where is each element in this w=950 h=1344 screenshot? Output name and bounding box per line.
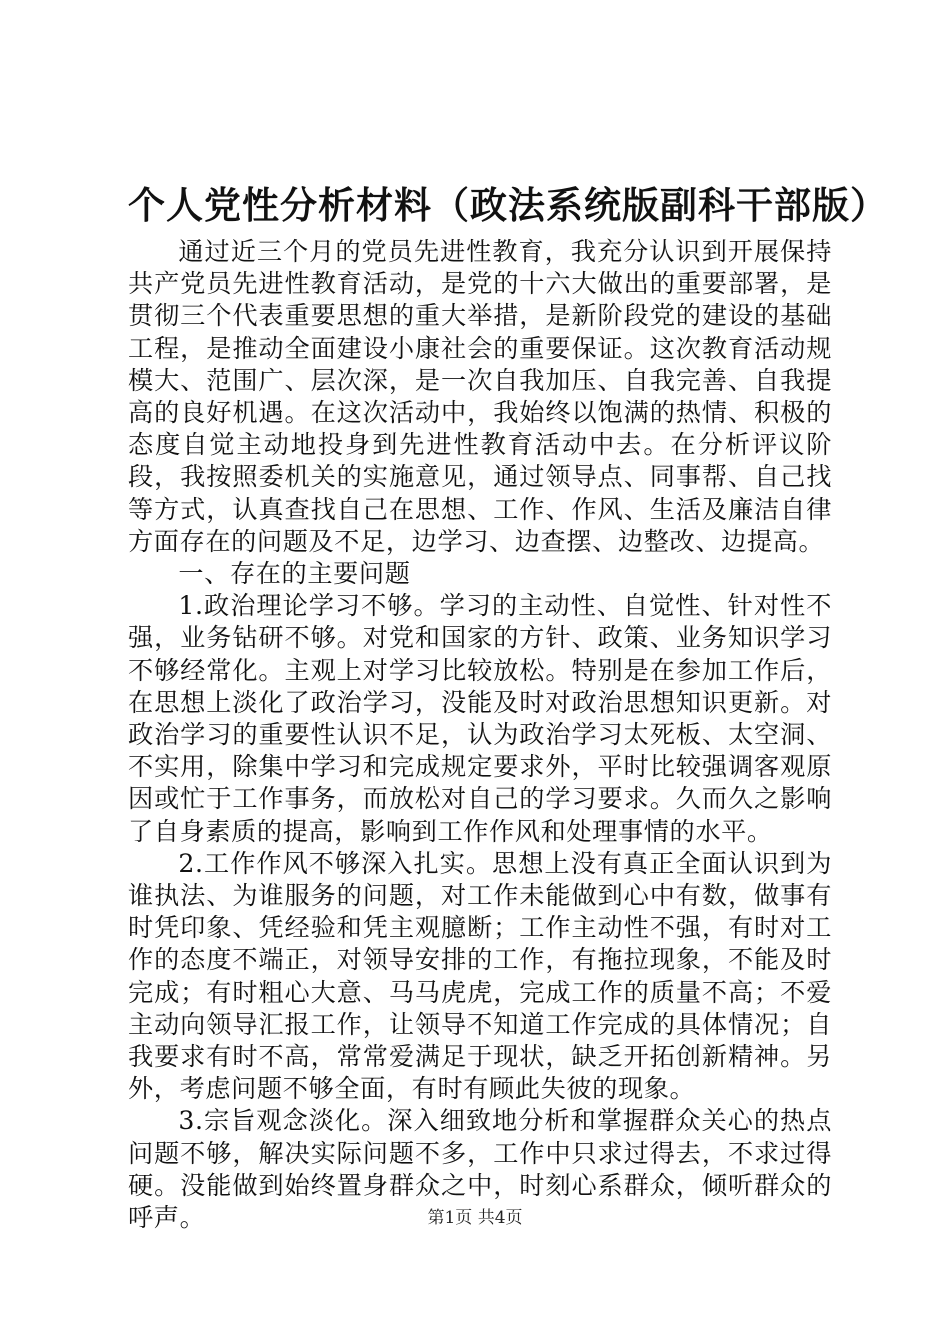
paragraph-item-2: 2.工作作风不够深入扎实。思想上没有真正全面认识到为谁执法、为谁服务的问题，对工作未能做到心中有数，做事有时凭印象、凭经验和凭主观臆断；工作主动性不强，有时对工作的态度不端正，对领导安排的工作，有拖拉现象，不能及时完成；有时粗心大意、马马虎虎，完成工作的质量不高；不爱主动向领导汇报工作，让领导不知道工作完成的具体情况；自我要求有时不高，常常爱满足于现状，缺乏开拓创新精神。另外，考虑问题不够全面，有时有顾此失彼的现象。 [128, 848, 832, 1104]
paragraph-item-1: 1.政治理论学习不够。学习的主动性、自觉性、针对性不强，业务钻研不够。对党和国家的方针、政策、业务知识学习不够经常化。主观上对学习比较放松。特别是在参加工作后，在思想上淡化了政治学习，没能及时对政治思想知识更新。对政治学习的重要性认识不足，认为政治学习太死板、太空洞、不实用，除集中学习和完成规定要求外，平时比较强调客观原因或忙于工作事务，而放松对自己的学习要求。久而久之影响了自身素质的提高，影响到工作作风和处理事情的水平。 [128, 591, 832, 846]
page-footer: 第1页 共4页 [427, 1208, 523, 1228]
document-body [128, 236, 832, 1234]
document-title: 个人党性分析材料（政法系统版副科干部版） [128, 184, 888, 227]
paragraph-item-3: 3.宗旨观念淡化。深入细致地分析和掌握群众关心的热点问题不够，解决实际问题不多，工作中只求过得去，不求过得硬。没能做到始终置身群众之中，时刻心系群众，倾听群众的呼声。 [128, 1106, 832, 1233]
paragraph-intro: 通过近三个月的党员先进性教育，我充分认识到开展保持共产党员先进性教育活动，是党的十六大做出的重要部署，是贯彻三个代表重要思想的重大举措，是新阶段党的建设的基础工程，是推动全面建设小康社会的重要保证。这次教育活动规模大、范围广、层次深，是一次自我加压、自我完善、自我提高的良好机遇。在这次活动中，我始终以饱满的热情、积极的态度自觉主动地投身到先进性教育活动中去。在分析评议阶段，我按照委机关的实施意见，通过领导点、同事帮、自己找等方式，认真查找自己在思想、工作、作风、生活及廉洁自律方面存在的问题及不足，边学习、边查摆、边整改、边提高。 [128, 237, 832, 556]
section-heading: 一、存在的主要问题 [178, 559, 411, 589]
